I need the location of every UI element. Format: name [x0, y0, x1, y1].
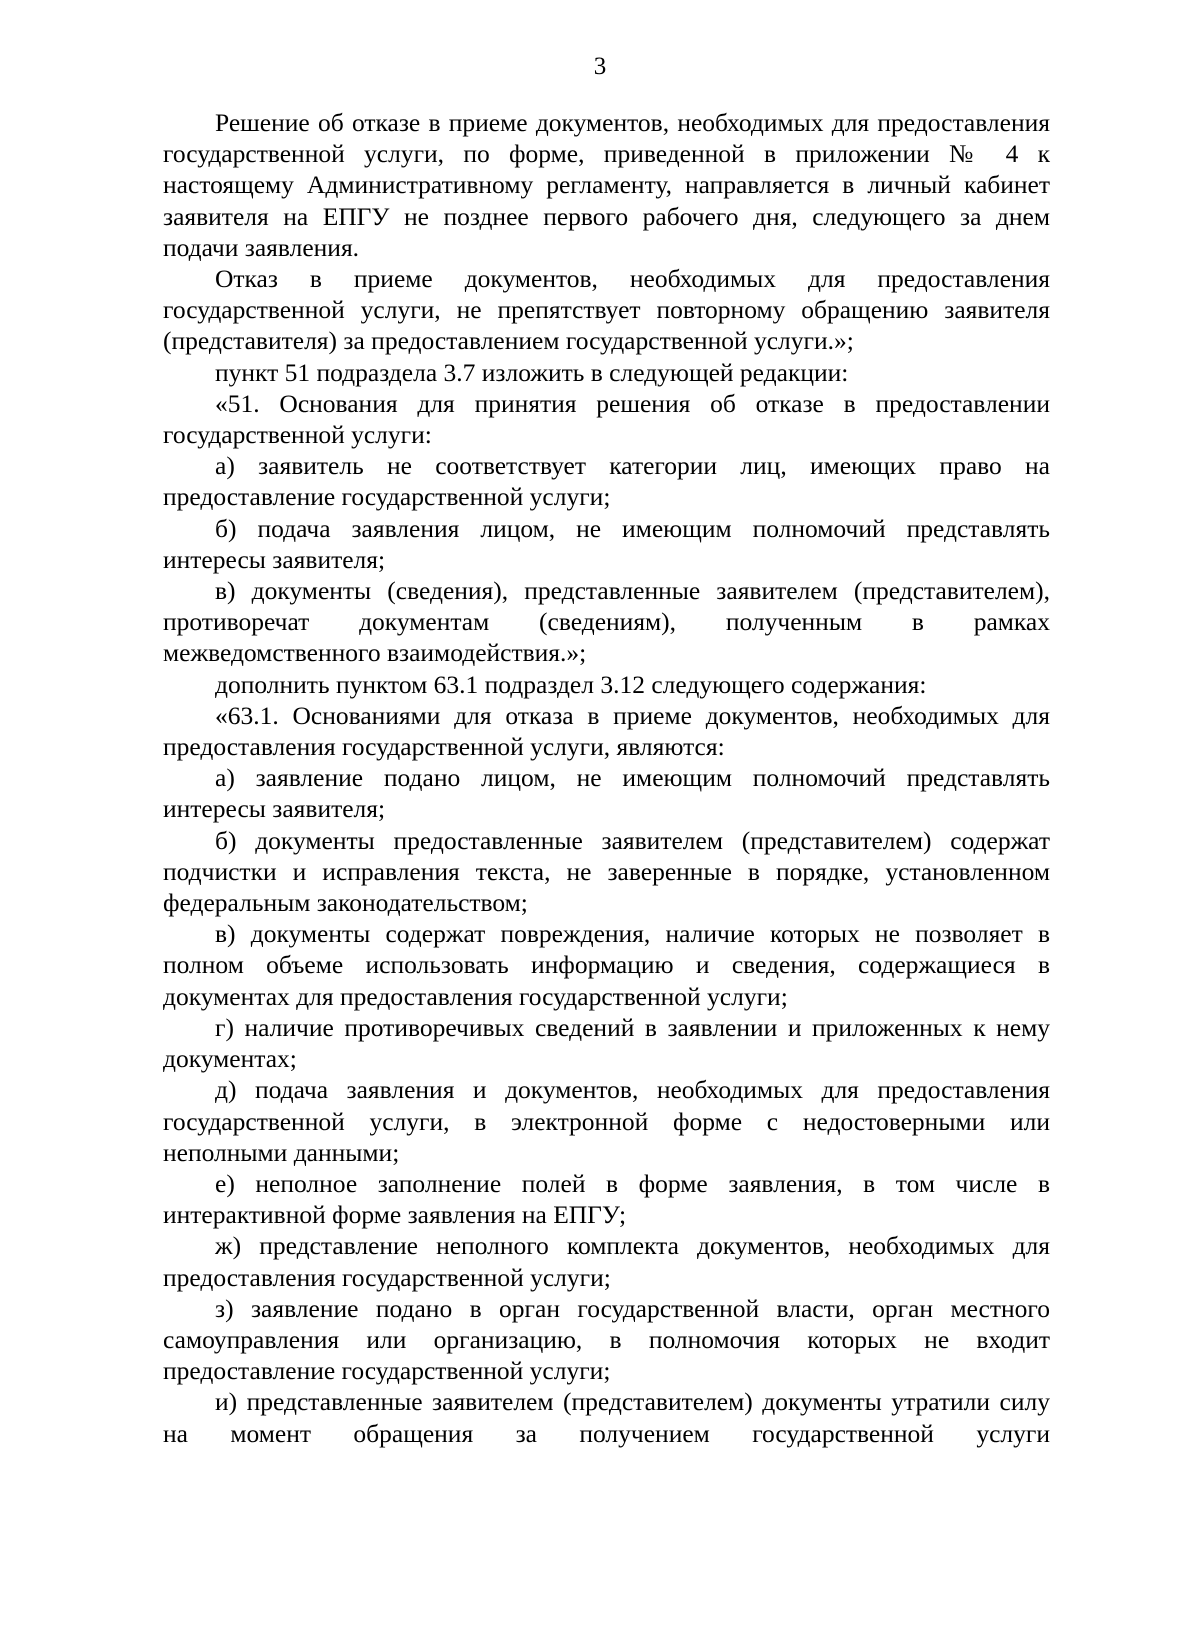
- list-item: д) подача заявления и документов, необходимых для предоставления государственной услуги, в электронной форме с недостоверными или неполными данными;: [163, 1075, 1050, 1167]
- list-item: б) документы предоставленные заявителем (представителем) содержат подчистки и исправления текста, не заверенные в порядке, установленном федеральным законодательством;: [163, 825, 1050, 918]
- list-item: з) заявление подано в орган государственной власти, орган местного самоуправления или организацию, в полномочия которых не входит предоставление государственной услуги;: [163, 1293, 1050, 1386]
- paragraph: дополнить пунктом 63.1 подраздел 3.12 следующего содержания:: [215, 669, 927, 699]
- list-item: б) подача заявления лицом, не имеющим полномочий представлять интересы заявителя;: [163, 513, 1050, 574]
- paragraph: Отказ в приеме документов, необходимых для предоставления государственной услуги, не препятствует повторному обращению заявителя (представителя) за предоставлением государственной услуги.»;: [163, 264, 1050, 356]
- paragraph: пункт 51 подраздела 3.7 изложить в следующей редакции:: [215, 357, 849, 387]
- list-item: и) представленные заявителем (представителем) документы утратили силу на момент обращения за получением государственной услуги: [163, 1387, 1050, 1448]
- page-number: 3: [593, 53, 607, 80]
- list-item: в) документы (сведения), представленные заявителем (представителем), противоречат документам (сведениям), полученным в рамках межведомственного взаимодействия.»;: [163, 576, 1050, 668]
- paragraph: Решение об отказе в приеме документов, необходимых для предоставления государственной услуги, по форме, приведенной в приложении № 4 к настоящему Административному регламенту, направляется в личный кабинет заявителя на ЕПГУ не позднее первого рабочего дня, следующего за днем подачи заявления.: [163, 108, 1050, 262]
- paragraph: «51. Основания для принятия решения об отказе в предоставлении государственной услуги:: [163, 388, 1050, 450]
- document-body: [163, 107, 1050, 1449]
- list-item: г) наличие противоречивых сведений в заявлении и приложенных к нему документах;: [163, 1012, 1050, 1074]
- list-item: е) неполное заполнение полей в форме заявления, в том числе в интерактивной форме заявления на ЕПГУ;: [163, 1168, 1050, 1230]
- list-item: а) заявитель не соответствует категории лиц, имеющих право на предоставление государственной услуги;: [163, 451, 1050, 512]
- list-item: ж) представление неполного комплекта документов, необходимых для предоставления государственной услуги;: [163, 1231, 1050, 1292]
- paragraph: «63.1. Основаниями для отказа в приеме документов, необходимых для предоставления государственной услуги, являются:: [163, 700, 1050, 762]
- list-item: в) документы содержат повреждения, наличие которых не позволяет в полном объеме использовать информацию и сведения, содержащиеся в документах для предоставления государственной услуги;: [163, 919, 1050, 1011]
- list-item: а) заявление подано лицом, не имеющим полномочий представлять интересы заявителя;: [163, 763, 1050, 824]
